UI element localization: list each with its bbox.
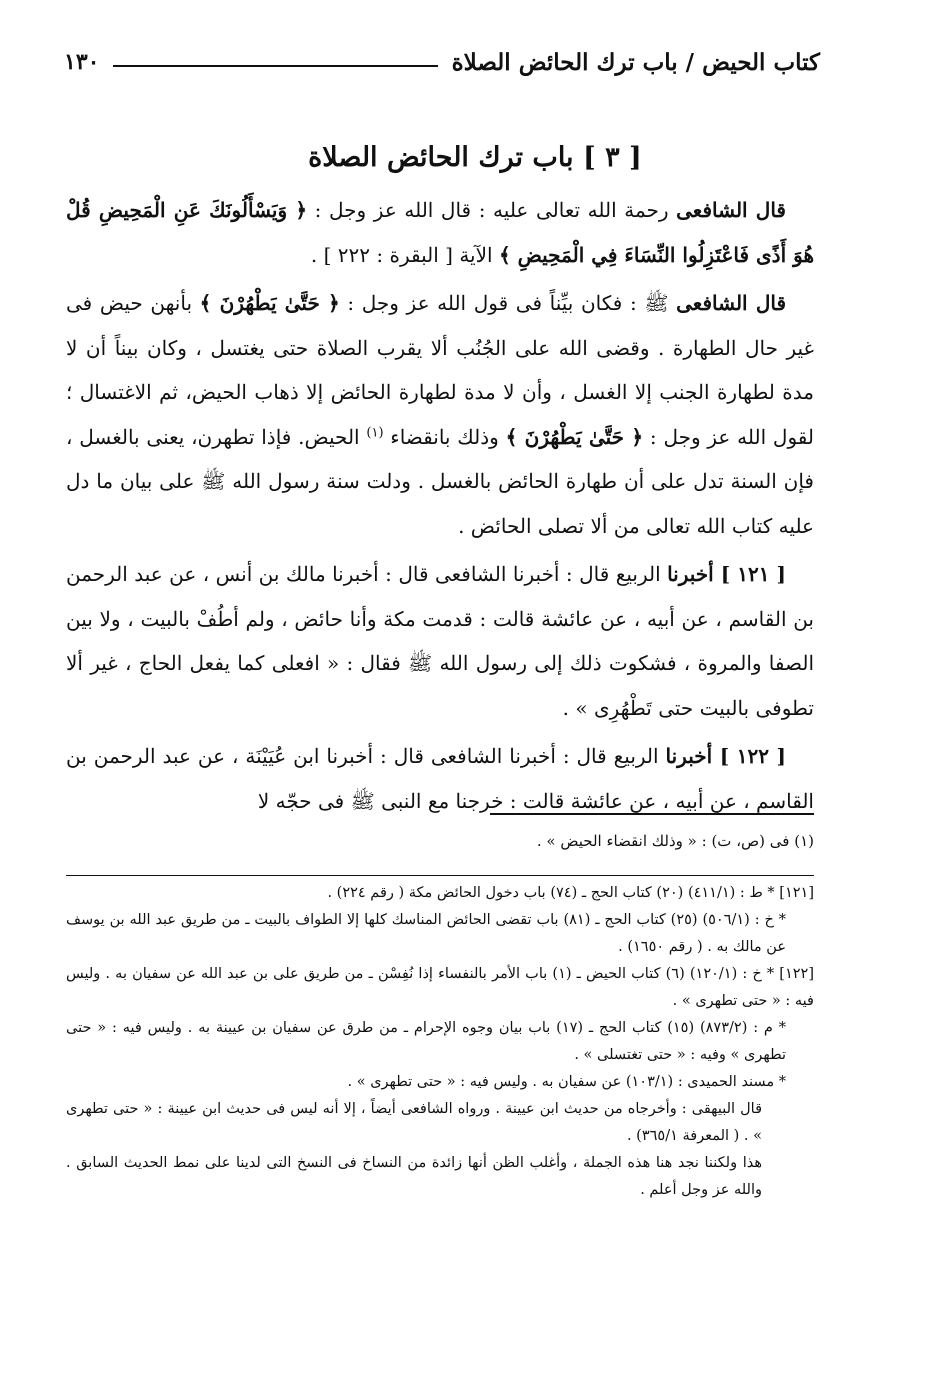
speaker-name: قال الشافعى: [676, 291, 786, 315]
footnote: (١) فى (ص، ت) : « وذلك انقضاء الحيض » .: [536, 832, 814, 850]
paragraph-text: ﷺ : فكان بيِّناً فى قول الله عز وجل :: [339, 291, 677, 315]
quran-verse: ﴿ حَتَّىٰ يَطْهُرْنَ ﴾: [505, 424, 644, 449]
quran-verse: ﴿ حَتَّىٰ يَطْهُرْنَ ﴾: [199, 291, 340, 315]
paragraph-text: الآية [ البقرة : ٢٢٢ ] .: [310, 242, 499, 267]
running-header-title: كتاب الحيض / باب ترك الحائض الصلاة: [451, 48, 820, 76]
reference-entry: * مسند الحميدى : (١٠٣/١) عن سفيان به . وليس فيه : « حتى تطهرى » .: [347, 1074, 786, 1090]
hadith-121: [66, 552, 814, 730]
header-rule: [113, 65, 437, 67]
paragraph-text: وذلك بانقضاء: [383, 424, 506, 449]
speaker-name: قال الشافعى: [676, 198, 786, 222]
reference-entry: * م : (٨٧٣/٢) (١٥) كتاب الحج ـ (١٧) باب بيان وجوه الإحرام ـ من طرق عن سفيان بن عيينة به . وليس فيه : « حتى تطهرى » وفيه : « حتى تغتسلى » .: [66, 1020, 786, 1063]
reference-entry: قال البيهقى : وأخرجاه من حديث ابن عيينة . ورواه الشافعى أيضاً ، إلا أنه ليس فى حديث ابن عيينة : « حتى تطهرى » . ( المعرفة ٣٦٥/١) .: [66, 1101, 762, 1144]
reference-entry: [١٢٢] * خ : (١٢٠/١) (٦) كتاب الحيض ـ (١) باب الأمر بالنفساء إذا نُفِسْن ـ من طريق على بن عبد الله عن سفيان به . وليس فيه : « حتى تطهرى » .: [66, 966, 814, 1009]
hadith-122: [66, 734, 814, 823]
hadith-number: [ ١٢٢ ] أخبرنا: [665, 744, 786, 768]
hadith-text: الربيع قال : أخبرنا الشافعى قال : أخبرنا ابن عُيَيْنَة ، عن عبد الرحمن بن القاسم ، عن أبيه ، عن عائشة قالت : خرجنا مع النبى ﷺ فى حجّه لا: [66, 744, 814, 813]
page-number: ١٣٠: [64, 49, 100, 75]
paragraph-text: بأنهن حيض فى غير حال الطهارة . وقضى الله على الجُنُب ألا يقرب الصلاة حتى يغتسل ، وكان بيناً أن لا مدة لطهارة الجنب إلا الغسل ، وأن لا مدة لطهارة الحائض إلا ذهاب الحيض، ثم الاغتسال ؛ لقول الله عز وجل :: [66, 291, 814, 449]
footnote-rule: [490, 813, 814, 815]
reference-entry: * خ : (٥٠٦/١) (٢٥) كتاب الحج ـ (٨١) باب تقضى الحائض المناسك كلها إلا الطواف بالبيت ـ من طريق عبد الله بن يوسف عن مالك به . ( رقم ١٦٥٠) .: [66, 912, 786, 955]
quran-verse: ﴿ وَيَسْأَلُونَكَ عَنِ الْمَحِيضِ قُلْ هُوَ أَذًى فَاعْتَزِلُوا النِّسَاءَ فِي الْمَحِيضِ ﴾: [66, 198, 814, 267]
reference-entry: [١٢١] * ط : (٤١١/١) (٢٠) كتاب الحج ـ (٧٤) باب دخول الحائض مكة ( رقم ٢٢٤) .: [327, 885, 814, 901]
hadith-text: الربيع قال : أخبرنا الشافعى قال : أخبرنا مالك بن أنس ، عن عبد الرحمن بن القاسم ، عن أبيه ، عن عائشة قالت : قدمت مكة وأنا حائض ، ولم أطُفْ بالبيت ، ولا بين الصفا والمروة ، فشكوت ذلك إلى رسول الله ﷺ فقال : « افعلى كما يفعل الحاج ، غير ألا تطوفى بالبيت حتى تَطْهُرِى » .: [66, 562, 814, 720]
paragraph-1: [66, 188, 814, 277]
references-rule: [66, 875, 814, 876]
references: [66, 880, 814, 1204]
chapter-title: [ ٣ ] باب ترك الحائض الصلاة: [308, 142, 642, 173]
reference-entry: هذا ولكننا نجد هنا هذه الجملة ، وأغلب الظن أنها زائدة من النساخ فى النسخ التى لدينا على نمط الحديث السابق . والله عز وجل أعلم .: [66, 1155, 762, 1198]
paragraph-text: رحمة الله تعالى عليه : قال الله عز وجل :: [307, 198, 677, 222]
hadith-number: [ ١٢١ ] أخبرنا: [667, 562, 786, 586]
running-header: [64, 44, 820, 80]
paragraph-text: الحيض. فإذا تطهرن، يعنى بالغسل ، فإن السنة تدل على أن طهارة الحائض بالغسل . ودلت سنة رسول الله ﷺ على بيان ما دل عليه كتاب الله تعالى من ألا تصلى الحائض .: [66, 424, 814, 538]
main-text: [66, 188, 814, 827]
footnote-marker: (١): [366, 424, 384, 440]
paragraph-2: [66, 281, 814, 548]
